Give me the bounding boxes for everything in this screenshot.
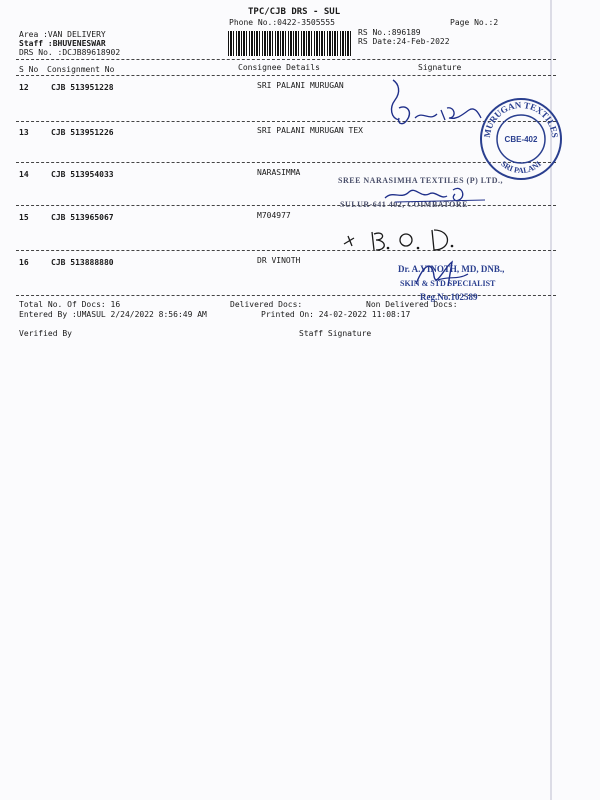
area-label: Area :VAN DELIVERY xyxy=(19,30,106,39)
doctor-stamp-line3: Reg.No.102589 xyxy=(420,292,478,302)
row-sno: 16 xyxy=(19,258,29,267)
row-sno: 13 xyxy=(19,128,29,137)
divider xyxy=(16,59,556,60)
staff-label: Staff :BHUVENESWAR xyxy=(19,39,106,48)
company-stamp-line1: SREE NARASIMHA TEXTILES (P) LTD., xyxy=(338,176,503,185)
doctor-stamp-line2: SKIN & STD SPECIALIST xyxy=(400,279,496,288)
round-stamp-center-text: CBE-402 xyxy=(504,135,538,144)
round-stamp-top-text: MURUGAN TEXTILES xyxy=(481,99,561,139)
row-consignee: M704977 xyxy=(257,211,291,220)
round-stamp-bottom-text: SRI PALANI xyxy=(499,159,543,176)
row-sno: 14 xyxy=(19,170,29,179)
rs-date: RS Date:24-Feb-2022 xyxy=(358,37,450,46)
phone-number: Phone No.:0422-3505555 xyxy=(229,18,335,27)
row-sno: 12 xyxy=(19,83,29,92)
handwritten-mark xyxy=(340,220,470,256)
column-consignment: Consignment No xyxy=(47,65,115,74)
printed-on: Printed On: 24-02-2022 11:08:17 xyxy=(261,310,411,319)
document-title: TPC/CJB DRS - SUL xyxy=(248,7,341,17)
row-consignment: CJB 513965067 xyxy=(51,213,114,222)
company-stamp-line2: SULUR-641 402, COIMBATORE xyxy=(340,200,468,209)
verified-by: Verified By xyxy=(19,329,72,338)
handwritten-signature xyxy=(408,254,478,294)
row-consignment: CJB 513888880 xyxy=(51,258,114,267)
row-sno: 15 xyxy=(19,213,29,222)
divider xyxy=(16,250,556,251)
non-delivered-docs: Non Delivered Docs: xyxy=(366,300,458,309)
row-consignee: NARASIMMA xyxy=(257,168,301,177)
barcode xyxy=(228,31,352,56)
rs-number: RS No.:896189 xyxy=(358,28,421,37)
divider xyxy=(16,162,556,163)
row-consignment: CJB 513954033 xyxy=(51,170,114,179)
column-signature: Signature xyxy=(418,63,462,72)
staff-signature-label: Staff Signature xyxy=(299,329,372,338)
row-consignee: DR VINOTH xyxy=(257,256,301,265)
total-docs: Total No. Of Docs: 16 xyxy=(19,300,121,309)
svg-text:SRI PALANI xyxy=(499,159,543,175)
drs-number: DRS No. :DCJB89618902 xyxy=(19,48,121,57)
delivered-docs: Delivered Docs: xyxy=(230,300,303,309)
row-consignment: CJB 513951228 xyxy=(51,83,114,92)
row-consignee: SRI PALANI MURUGAN TEX xyxy=(257,126,363,135)
row-consignment: CJB 513951226 xyxy=(51,128,114,137)
entered-by: Entered By :UMASUL 2/24/2022 8:56:49 AM xyxy=(19,310,207,319)
column-sno: S No xyxy=(19,65,39,74)
round-company-stamp xyxy=(478,96,564,182)
doctor-stamp-line1: Dr. A.VINOTH, MD, DNB., xyxy=(398,264,505,274)
page-number: Page No.:2 xyxy=(450,18,499,27)
column-consignee: Consignee Details xyxy=(238,63,320,72)
svg-text:MURUGAN TEXTILES xyxy=(482,100,560,138)
row-consignee: SRI PALANI MURUGAN xyxy=(257,81,344,90)
handwritten-signature xyxy=(375,176,495,206)
